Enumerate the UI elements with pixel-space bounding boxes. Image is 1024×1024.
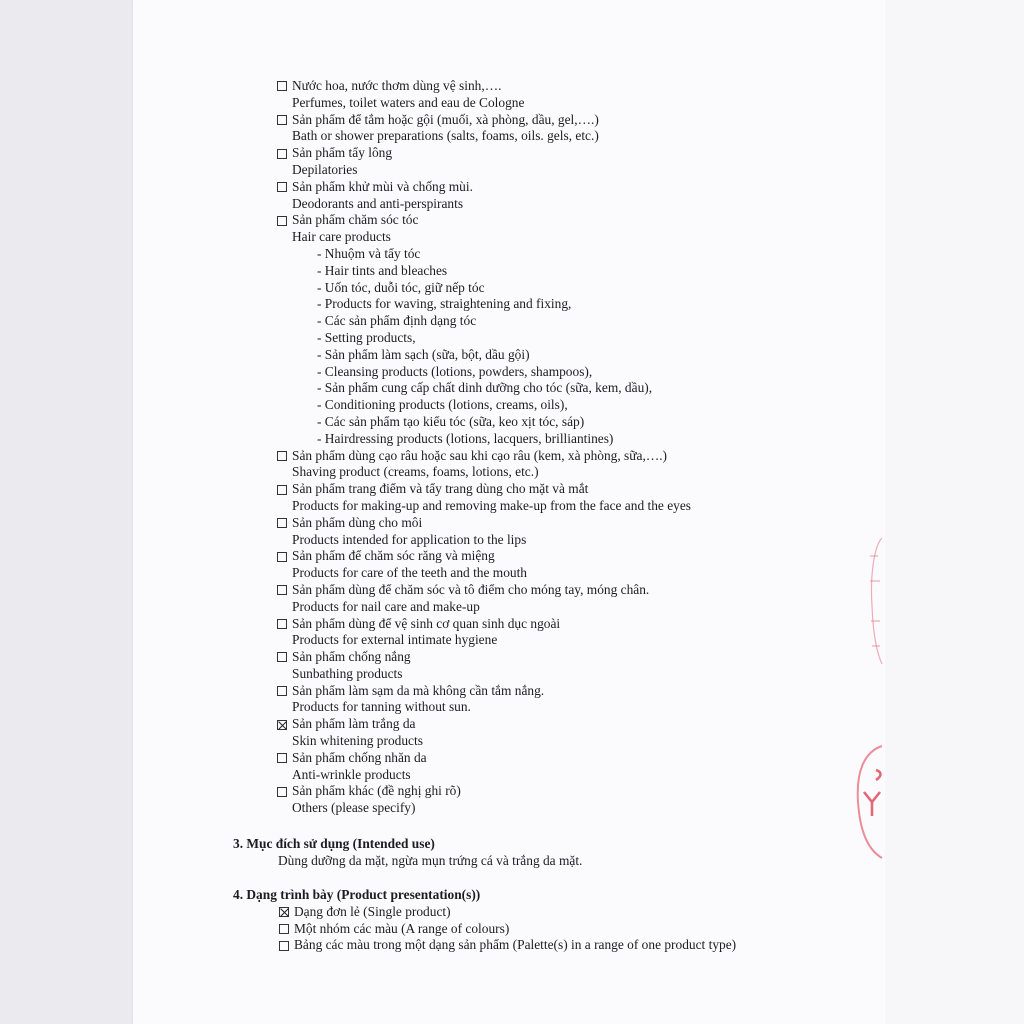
product-type-item xyxy=(276,716,876,750)
checkbox[interactable] xyxy=(277,720,287,730)
scan-margin-right xyxy=(885,0,1024,1024)
hair-care-subitem: - Hair tints and bleaches xyxy=(317,262,448,278)
product-type-item xyxy=(276,112,876,146)
checkbox[interactable] xyxy=(279,924,289,934)
checkbox[interactable] xyxy=(277,585,287,595)
product-type-vn-label: Sản phẩm dùng để vệ sinh cơ quan sinh dục ngoài xyxy=(292,615,561,631)
checkbox[interactable] xyxy=(277,182,287,192)
product-type-vn-label: Sản phẩm để chăm sóc răng và miệng xyxy=(292,548,495,564)
product-type-item xyxy=(276,750,876,784)
hair-care-subitem: - Sản phẩm làm sạch (sữa, bột, dầu gội) xyxy=(317,346,530,362)
presentation-option xyxy=(278,904,853,921)
presentation-option-label: Dạng đơn lẻ (Single product) xyxy=(294,903,451,919)
checkbox[interactable] xyxy=(277,149,287,159)
product-type-en-label: Shaving product (creams, foams, lotions, etc.) xyxy=(292,464,539,480)
product-type-en-label: Products for external intimate hygiene xyxy=(292,632,498,648)
section-intended-use xyxy=(233,836,853,870)
product-type-vn-row xyxy=(276,78,876,95)
product-type-vn-row xyxy=(276,548,876,565)
product-type-en-label: Anti-wrinkle products xyxy=(292,766,411,782)
checkbox[interactable] xyxy=(277,686,287,696)
product-type-vn-label: Sản phẩm dùng cạo râu hoặc sau khi cạo râu (kem, xà phòng, sữa,….) xyxy=(292,447,668,463)
product-type-vn-row xyxy=(276,750,876,767)
product-type-vn-label: Sản phẩm làm trắng da xyxy=(292,716,416,732)
hair-care-subitem: - Nhuộm và tẩy tóc xyxy=(317,245,421,261)
scan-margin-left xyxy=(0,0,133,1024)
product-type-vn-row xyxy=(276,616,876,633)
hair-care-subitem: - Các sản phẩm định dạng tóc xyxy=(317,313,477,329)
product-type-en-label: Perfumes, toilet waters and eau de Cologne xyxy=(292,94,525,110)
product-type-en-label: Bath or shower preparations (salts, foams, oils. gels, etc.) xyxy=(292,128,599,144)
product-type-item xyxy=(276,515,876,549)
hair-care-subitem: - Conditioning products (lotions, creams, oils), xyxy=(317,397,568,413)
product-type-vn-label: Sản phẩm khác (đề nghị ghi rõ) xyxy=(292,783,461,799)
product-type-vn-label: Sản phẩm làm sạm da mà không cần tắm nắng. xyxy=(292,682,545,698)
product-type-item xyxy=(276,78,876,112)
product-type-en-label: Products for tanning without sun. xyxy=(292,699,471,715)
product-type-vn-label: Nước hoa, nước thơm dùng vệ sinh,…. xyxy=(292,78,502,93)
product-type-item xyxy=(276,582,876,616)
section-4-heading: 4. Dạng trình bày (Product presentation(s)) xyxy=(233,887,481,902)
product-type-item xyxy=(276,448,876,482)
hair-care-subitem: - Products for waving, straightening and fixing, xyxy=(317,296,572,312)
product-type-vn-row xyxy=(276,783,876,800)
product-type-vn-row xyxy=(276,515,876,532)
product-type-list xyxy=(276,78,876,817)
product-type-vn-label: Sản phẩm tẩy lông xyxy=(292,145,393,161)
section-3-heading: 3. Mục đích sử dụng (Intended use) xyxy=(233,836,435,851)
product-type-en-label: Skin whitening products xyxy=(292,733,423,749)
checkbox[interactable] xyxy=(277,619,287,629)
product-type-item xyxy=(276,649,876,683)
product-type-vn-label: Sản phẩm chống nhăn da xyxy=(292,749,427,765)
hair-care-subitem: - Cleansing products (lotions, powders, shampoos), xyxy=(317,363,593,379)
checkbox[interactable] xyxy=(277,81,287,91)
presentation-option-label: Bảng các màu trong một dạng sản phẩm (Palette(s) in a range of one product type) xyxy=(294,937,737,953)
presentation-option xyxy=(278,921,853,938)
product-type-en-label: Deodorants and anti-perspirants xyxy=(292,195,464,211)
product-type-vn-row xyxy=(276,212,876,229)
product-type-en-label: Products for nail care and make-up xyxy=(292,598,480,614)
product-type-vn-row xyxy=(276,649,876,666)
product-type-en-label: Products for making-up and removing make-up from the face and the eyes xyxy=(292,497,691,513)
product-type-item xyxy=(276,548,876,582)
product-type-vn-row xyxy=(276,179,876,196)
product-type-item xyxy=(276,481,876,515)
intended-use-text: Dùng dưỡng da mặt, ngừa mụn trứng cá và trắng da mặt. xyxy=(278,852,583,868)
product-type-en-label: Depilatories xyxy=(292,161,358,177)
checkbox[interactable] xyxy=(277,216,287,226)
checkbox[interactable] xyxy=(277,652,287,662)
hair-care-subitem: - Setting products, xyxy=(317,329,416,345)
product-type-vn-row xyxy=(276,112,876,129)
product-type-vn-label: Sản phẩm dùng cho môi xyxy=(292,514,423,530)
section-product-presentation xyxy=(233,887,853,954)
product-type-en-label: Products intended for application to the lips xyxy=(292,531,527,547)
product-type-item xyxy=(276,212,876,447)
product-type-vn-row xyxy=(276,716,876,733)
product-type-vn-label: Sản phẩm để tắm hoặc gội (muối, xà phòng, dầu, gel,….) xyxy=(292,111,599,127)
checkbox[interactable] xyxy=(277,518,287,528)
product-type-item xyxy=(276,683,876,717)
product-type-vn-row xyxy=(276,683,876,700)
product-type-item xyxy=(276,145,876,179)
product-type-vn-label: Sản phẩm trang điểm và tẩy trang dùng cho mặt và mắt xyxy=(292,481,589,497)
hair-care-subitem: - Các sản phẩm tạo kiểu tóc (sữa, keo xịt tóc, sáp) xyxy=(317,413,585,429)
product-type-item xyxy=(276,616,876,650)
hair-care-subitem: - Uốn tóc, duỗi tóc, giữ nếp tóc xyxy=(317,279,485,295)
product-type-en-label: Sunbathing products xyxy=(292,665,403,681)
stamp-fragment-bottom xyxy=(850,742,884,862)
product-type-vn-row xyxy=(276,448,876,465)
product-type-vn-row xyxy=(276,481,876,498)
checkbox[interactable] xyxy=(277,787,287,797)
checkbox[interactable] xyxy=(277,753,287,763)
hair-care-subitem: - Hairdressing products (lotions, lacquers, brilliantines) xyxy=(317,430,614,446)
product-type-item xyxy=(276,179,876,213)
checkbox[interactable] xyxy=(277,485,287,495)
checkbox[interactable] xyxy=(279,907,289,917)
checkbox[interactable] xyxy=(277,451,287,461)
product-type-vn-label: Sản phẩm chống nắng xyxy=(292,649,411,665)
product-type-vn-label: Sản phẩm chăm sóc tóc xyxy=(292,212,419,228)
hair-care-subitem: - Sản phẩm cung cấp chất dinh dưỡng cho tóc (sữa, kem, dầu), xyxy=(317,380,653,396)
presentation-option xyxy=(278,937,853,954)
stamp-fragment-top xyxy=(866,536,884,666)
checkbox[interactable] xyxy=(277,552,287,562)
product-type-vn-row xyxy=(276,582,876,599)
presentation-option-label: Một nhóm các màu (A range of colours) xyxy=(294,920,510,936)
checkbox[interactable] xyxy=(279,941,289,951)
product-type-item xyxy=(276,783,876,817)
product-type-en-label: Products for care of the teeth and the mouth xyxy=(292,565,528,581)
product-type-en-label: Hair care products xyxy=(292,229,391,245)
presentation-options xyxy=(233,904,853,954)
product-type-vn-label: Sản phẩm khử mùi và chống mùi. xyxy=(292,178,473,194)
product-type-en-label: Others (please specify) xyxy=(292,800,416,816)
product-type-vn-row xyxy=(276,145,876,162)
checkbox[interactable] xyxy=(277,115,287,125)
product-type-vn-label: Sản phẩm dùng để chăm sóc và tô điểm cho móng tay, móng chân. xyxy=(292,581,650,597)
